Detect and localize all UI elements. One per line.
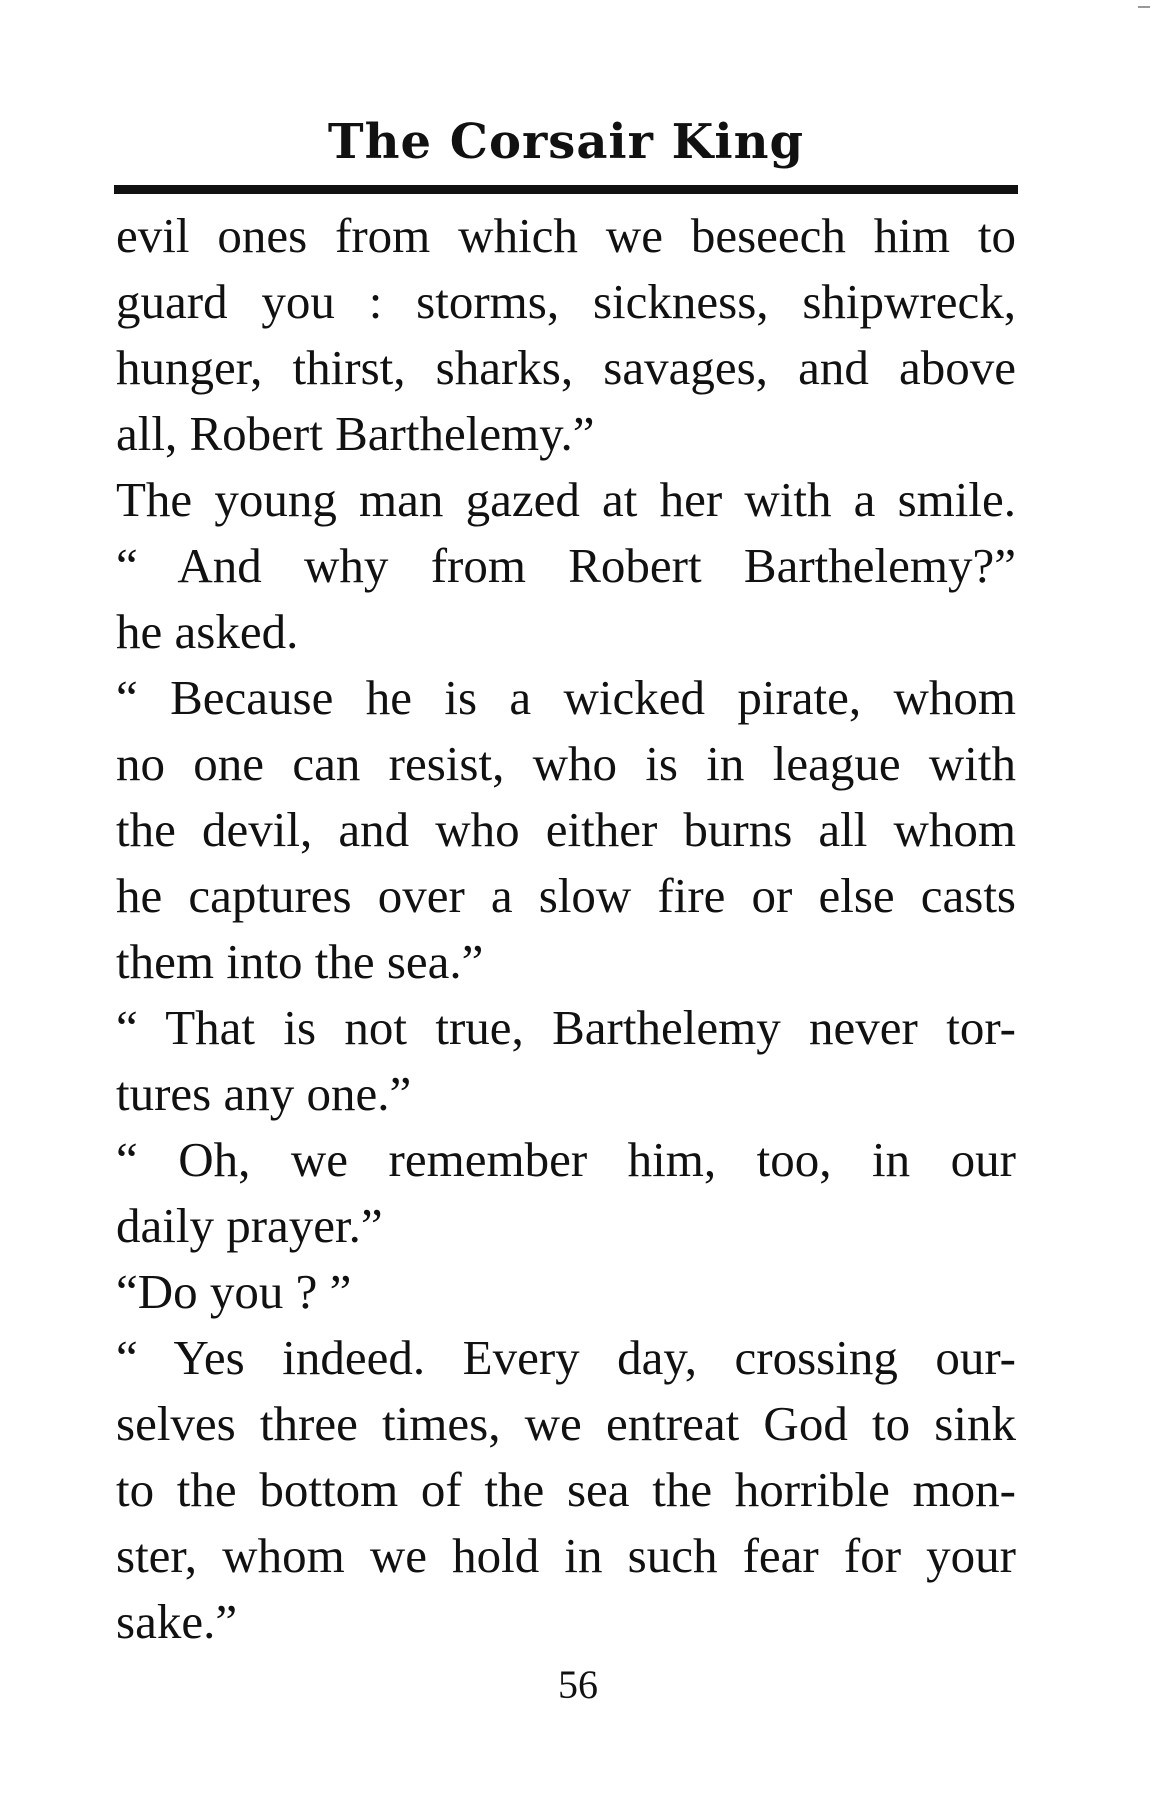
text-line: “Do you ? ” bbox=[116, 1264, 352, 1319]
text-line: selves three times, we entreat God to sink bbox=[116, 1396, 1016, 1451]
text-line: he asked. bbox=[116, 604, 299, 659]
text-line: to the bottom of the sea the horrible mon- bbox=[116, 1462, 1016, 1517]
text-line: he captures over a slow fire or else casts bbox=[116, 868, 1016, 923]
text-line: The young man gazed at her with a smile. bbox=[116, 472, 1016, 527]
text-line: hunger, thirst, sharks, savages, and above bbox=[116, 340, 1016, 395]
text-line: “ And why from Robert Barthelemy?” bbox=[116, 538, 1016, 593]
text-line: sake.” bbox=[116, 1594, 238, 1649]
text-line: tures any one.” bbox=[116, 1066, 412, 1121]
text-line: them into the sea.” bbox=[116, 934, 484, 989]
text-line: no one can resist, who is in league with bbox=[116, 736, 1016, 791]
text-line: guard you : storms, sickness, shipwreck, bbox=[116, 274, 1016, 329]
text-line: ster, whom we hold in such fear for your bbox=[116, 1528, 1016, 1583]
text-line: “ Oh, we remember him, too, in our bbox=[116, 1132, 1016, 1187]
text-line: “ Because he is a wicked pirate, whom bbox=[116, 670, 1016, 725]
text-line: the devil, and who either burns all whom bbox=[116, 802, 1016, 857]
text-line: daily prayer.” bbox=[116, 1198, 383, 1253]
body-text bbox=[116, 203, 1016, 1655]
page-number: 56 bbox=[558, 1662, 598, 1707]
text-line: “ That is not true, Barthelemy never tor- bbox=[116, 1000, 1016, 1055]
text-line: all, Robert Barthelemy.” bbox=[116, 406, 595, 461]
text-line: evil ones from which we beseech him to bbox=[116, 208, 1016, 263]
scan-edge-mark bbox=[1138, 6, 1150, 8]
text-line: “ Yes indeed. Every day, crossing our- bbox=[116, 1330, 1016, 1385]
running-head: The Corsair King bbox=[327, 114, 805, 170]
header-rule bbox=[114, 185, 1018, 194]
